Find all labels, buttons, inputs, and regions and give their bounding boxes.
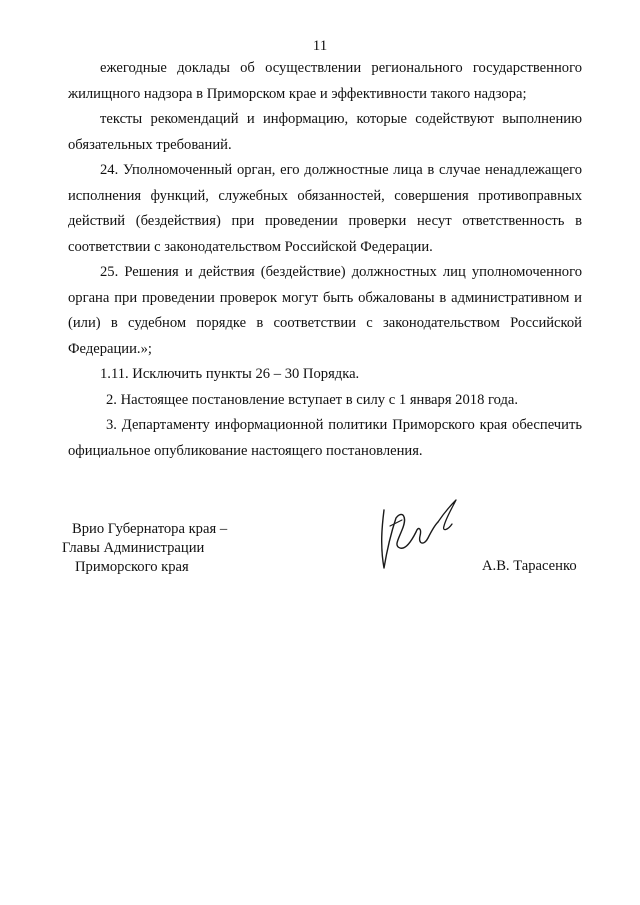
- paragraph-1-11-exclusion: 1.11. Исключить пункты 26 – 30 Порядка.: [100, 366, 360, 382]
- position-line: Главы Администрации: [62, 540, 205, 556]
- signatory-name: А.В. Тарасенко: [482, 558, 577, 574]
- position-line: Приморского края: [75, 559, 189, 575]
- document-body: [68, 56, 582, 464]
- paragraph-25-appeals: 25. Решения и действия (бездействие) должностных лиц уполномоченного органа при проведении проверок могут быть обжалованы в административном и (или) в судебном порядке в соответствии с законодательством Российской Федерации.»;: [68, 264, 582, 357]
- paragraph-24-responsibility: 24. Уполномоченный орган, его должностные лица в случае ненадлежащего исполнения функций, служебных обязанностей, совершения противоправных действий (бездействия) при проведении проверки несут ответственность в соответствии с законодательством Российской Федерации.: [68, 162, 582, 255]
- handwritten-signature: [372, 496, 472, 578]
- paragraph-annual-reports: ежегодные доклады об осуществлении регионального государственного жилищного надзора в Приморском крае и эффективности такого надзора;: [68, 60, 582, 102]
- paragraph-3-publication: 3. Департаменту информационной политики Приморского края обеспечить официальное опубликование настоящего постановления.: [68, 417, 582, 459]
- signatory-position: [62, 520, 227, 577]
- paragraph-2-effective-date: 2. Настоящее постановление вступает в силу с 1 января 2018 года.: [106, 391, 519, 408]
- paragraph-recommendations: тексты рекомендаций и информацию, которые содействуют выполнению обязательных требований.: [68, 111, 582, 153]
- position-line: Врио Губернатора края –: [72, 521, 228, 537]
- page-number: 11: [312, 38, 328, 54]
